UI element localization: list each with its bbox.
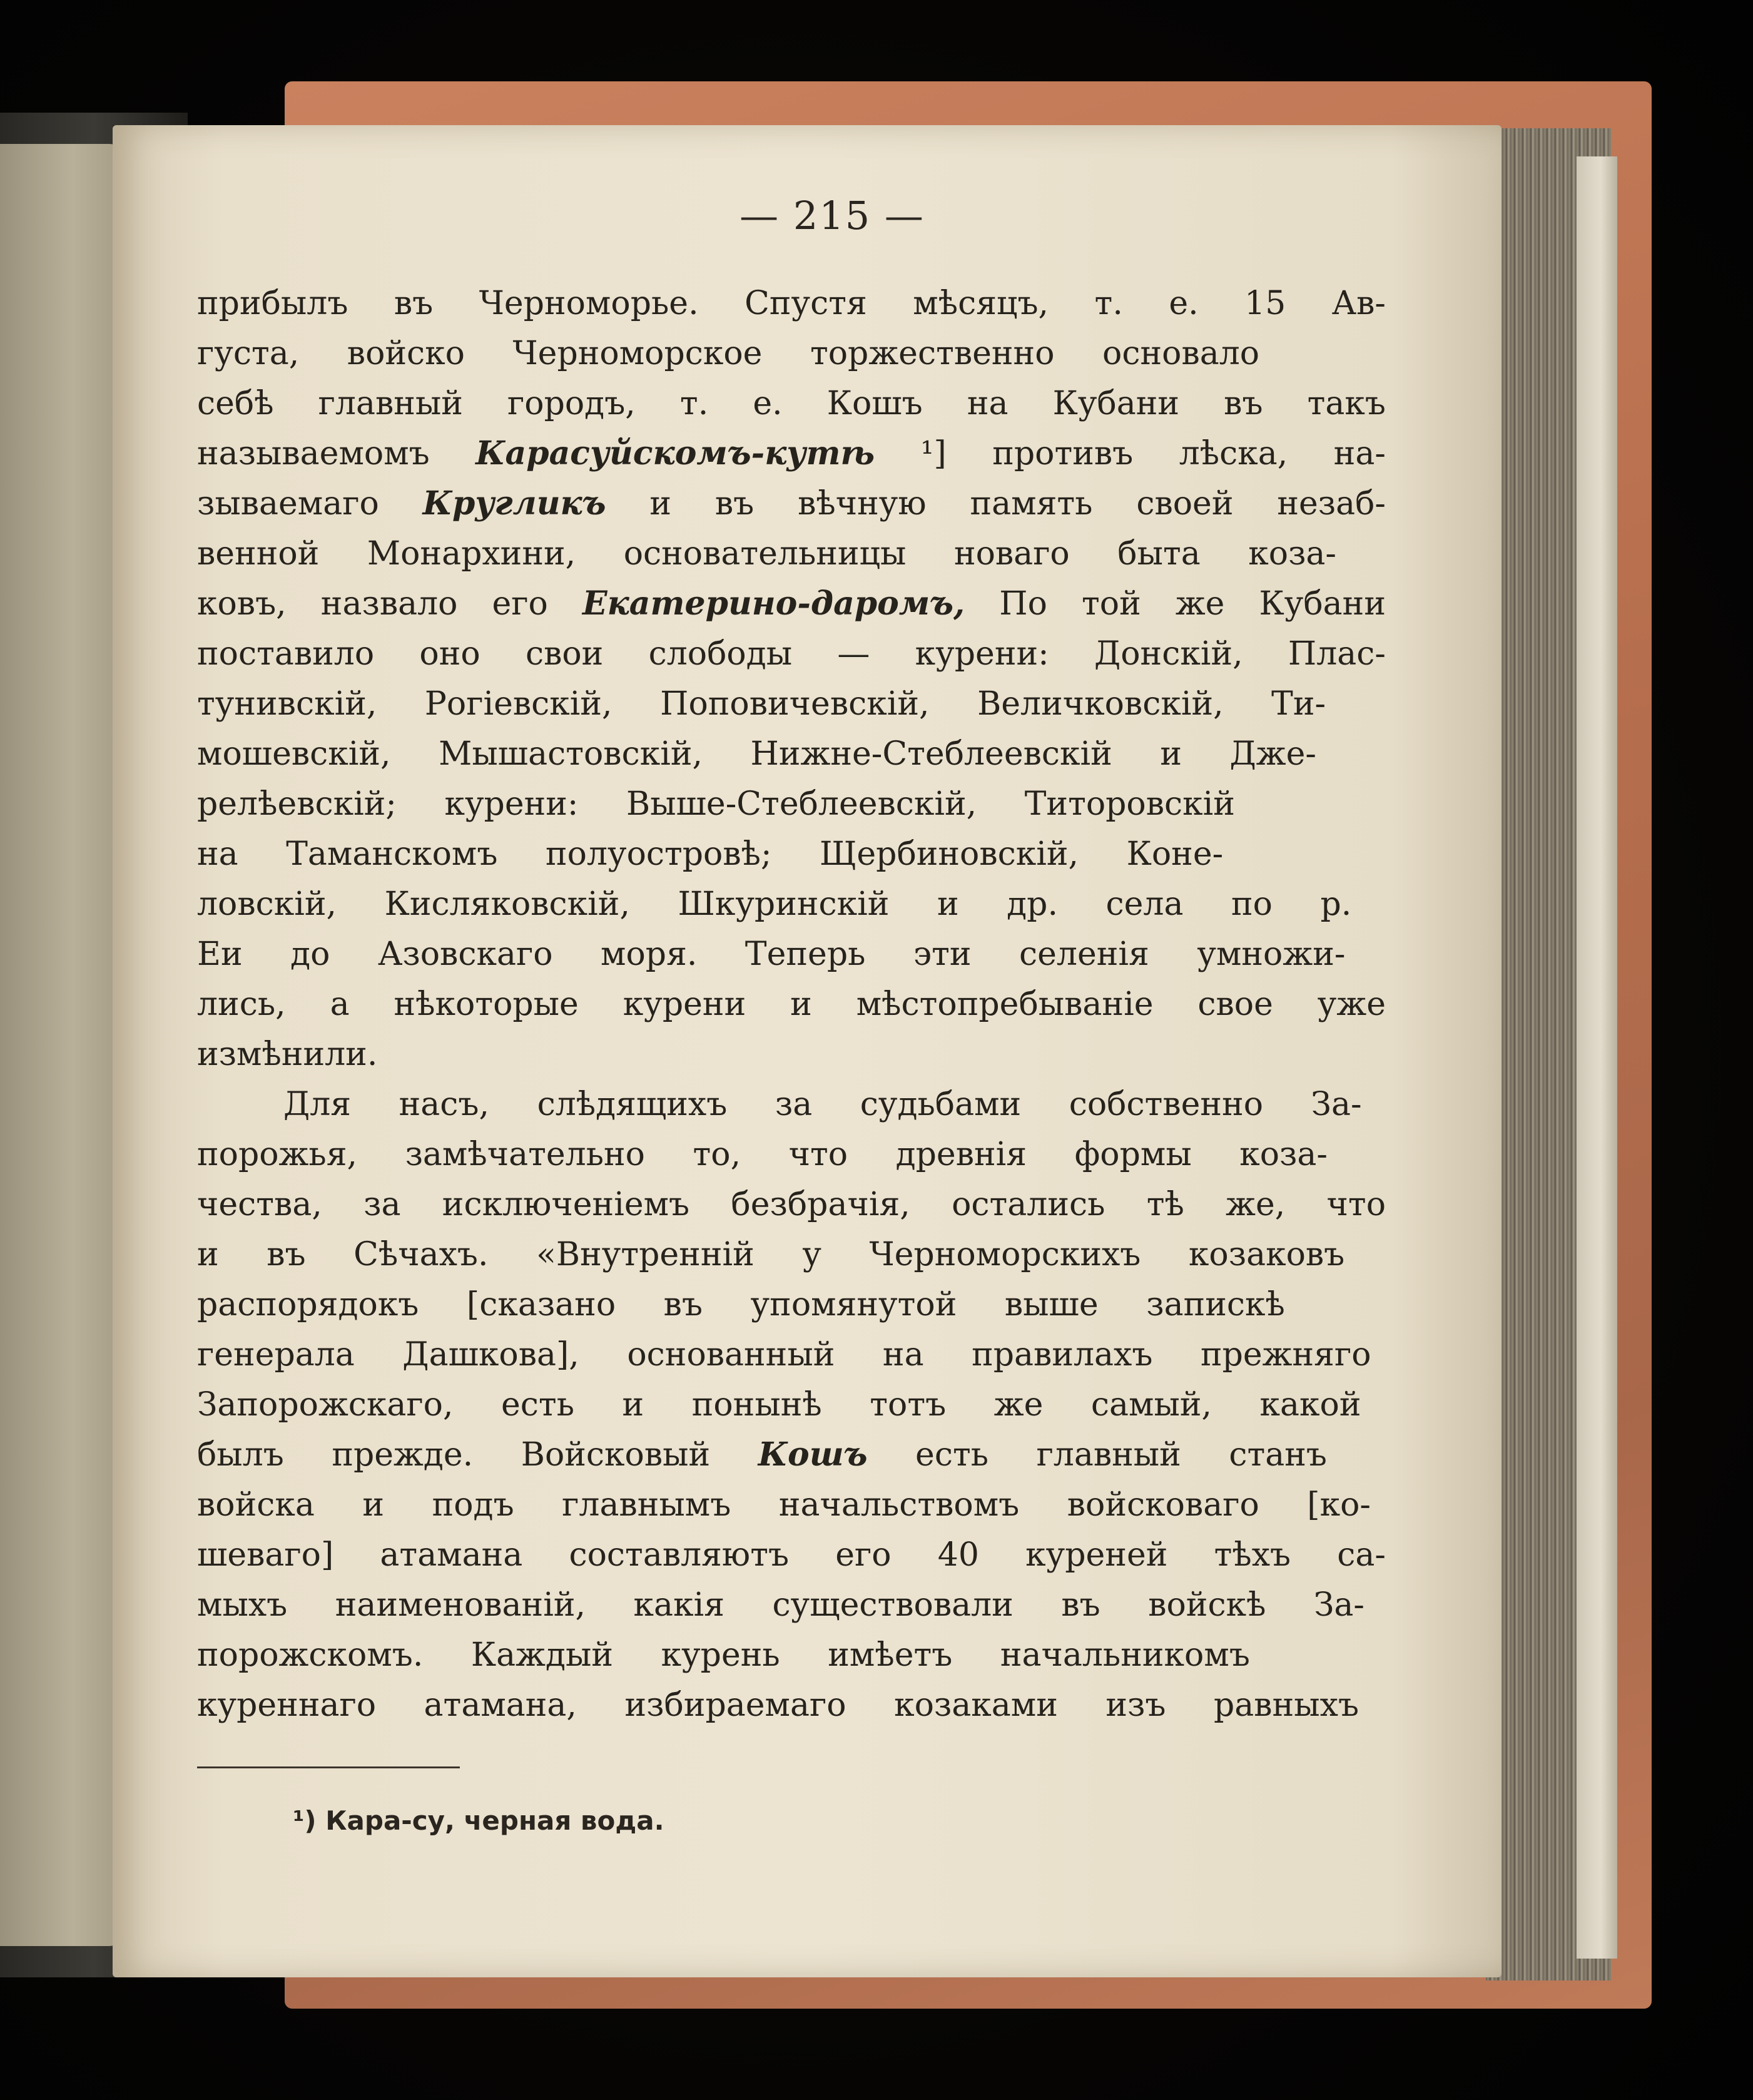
- page-body-text: [197, 278, 1386, 1730]
- text-line: Запорожскаго, есть и понынѣ тотъ же самый, какой: [197, 1386, 1361, 1424]
- text-line: релѣевскій; курени: Выше-Стеблеевскій, Титоровскій: [197, 785, 1235, 823]
- page-number: — 215 —: [739, 193, 925, 238]
- text-line: лись, а нѣкоторые курени и мѣстопребываніе свое уже: [197, 986, 1386, 1023]
- text-segment: есть главный станъ: [867, 1436, 1327, 1474]
- text-line: [197, 1430, 1386, 1480]
- footnote-rule: [197, 1766, 460, 1768]
- italic-term: Карасуйскомъ-кутѣ: [475, 434, 875, 472]
- text-line: прибылъ въ Черноморье. Спустя мѣсяцъ, т. е. 15 Ав-: [197, 285, 1386, 322]
- text-line: войска и подъ главнымъ начальствомъ войсковаго [ко-: [197, 1486, 1371, 1524]
- left-page-edge: [0, 144, 122, 1946]
- text-line: поставило оно свои слободы — курени: Донскій, Плас-: [197, 635, 1386, 673]
- italic-term: Кошъ: [758, 1435, 868, 1474]
- italic-term: Екатерино-даромъ,: [582, 584, 965, 623]
- text-line: [197, 429, 1386, 479]
- text-line: мыхъ наименованій, какія существовали въ войскѣ За-: [197, 1586, 1364, 1624]
- text-line: шеваго] атамана составляютъ его 40 куреней тѣхъ са-: [197, 1536, 1386, 1574]
- text-line: [197, 479, 1386, 529]
- text-line: [197, 579, 1386, 629]
- text-line: густа, войско Черноморское торжественно основало: [197, 335, 1260, 372]
- book-page: [113, 125, 1501, 1977]
- text-segment: По той же Кубани: [965, 585, 1386, 623]
- text-line: генерала Дашкова], основанный на правилахъ прежняго: [197, 1336, 1371, 1374]
- text-segment: ¹] противъ лѣска, на-: [875, 435, 1386, 472]
- text-segment: зываемаго: [197, 485, 423, 522]
- text-line: порожскомъ. Каждый курень имѣетъ начальникомъ: [197, 1636, 1250, 1674]
- text-line: на Таманскомъ полуостровѣ; Щербиновскій, Коне-: [197, 835, 1224, 873]
- text-segment: былъ прежде. Войсковый: [197, 1436, 758, 1474]
- text-segment: и въ вѣчную память своей незаб-: [606, 485, 1386, 522]
- text-line: порожья, замѣчательно то, что древнія формы коза-: [197, 1136, 1328, 1173]
- text-line: мошевскій, Мышастовскій, Нижне-Стеблеевскій и Дже-: [197, 735, 1316, 773]
- text-line: себѣ главный городъ, т. е. Кошъ на Кубани въ такъ: [197, 385, 1386, 422]
- text-line: чества, за исключеніемъ безбрачія, остались тѣ же, что: [197, 1186, 1386, 1223]
- text-line: куреннаго атамана, избираемаго козаками изъ равныхъ: [197, 1686, 1359, 1724]
- text-line: распорядокъ [сказано въ упомянутой выше запискѣ: [197, 1286, 1285, 1323]
- text-line: тунивскій, Рогіевскій, Поповичевскій, Величковскій, Ти-: [197, 685, 1326, 723]
- text-line: и въ Сѣчахъ. «Внутренній у Черноморскихъ козаковъ: [197, 1236, 1345, 1273]
- text-line: венной Монархини, основательницы новаго быта коза-: [197, 535, 1336, 573]
- italic-term: Кругликъ: [422, 484, 606, 522]
- text-segment: называемомъ: [197, 435, 476, 472]
- text-line: измѣнили.: [197, 1036, 378, 1073]
- text-line: Для насъ, слѣдящихъ за судьбами собственно За-: [283, 1086, 1362, 1123]
- text-segment: ковъ, назвало его: [197, 585, 582, 623]
- page-stack-light-edge: [1577, 156, 1617, 1959]
- text-line: ловскій, Кисляковскій, Шкуринскій и др. села по р.: [197, 885, 1352, 923]
- footnote: ¹) Кара-су, черная вода.: [293, 1805, 664, 1836]
- text-line: Еи до Азовскаго моря. Теперь эти селенія умножи-: [197, 935, 1346, 973]
